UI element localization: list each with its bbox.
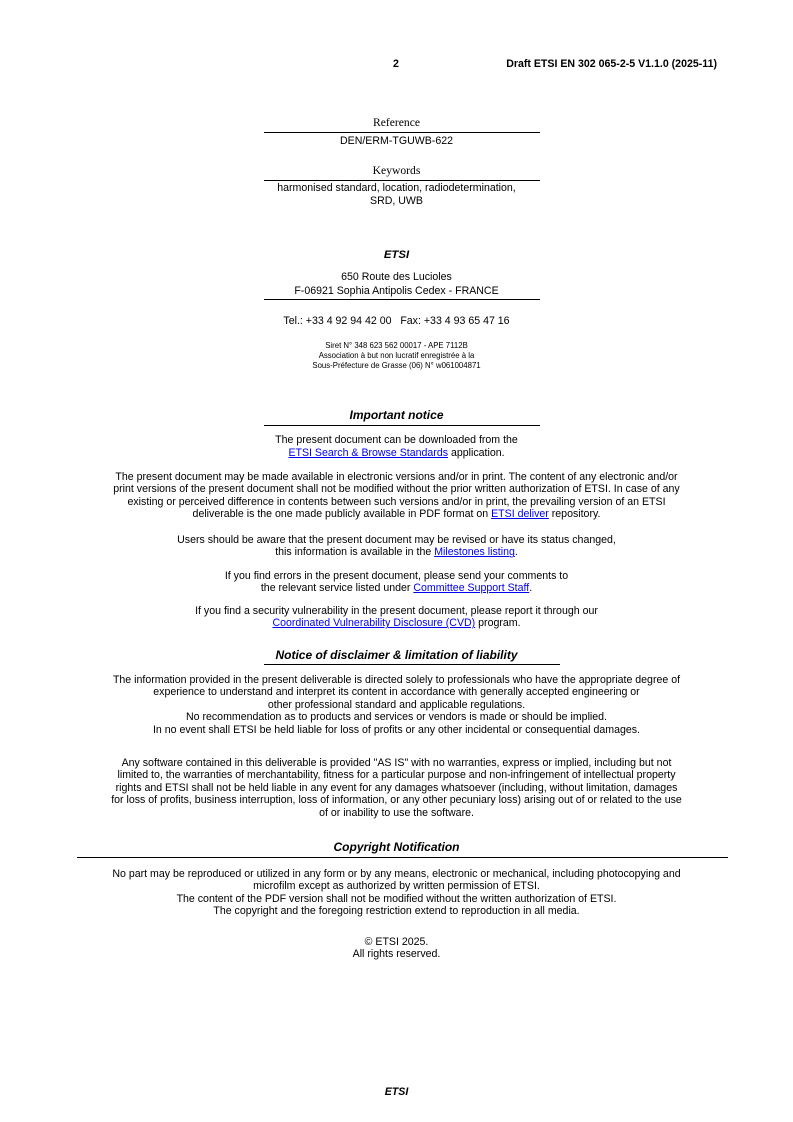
reference-value: DEN/ERM-TGUWB-622 [339,135,453,147]
disclaimer-line: experience to understand and interpret its content in accordance with generally accepted engineering or [153,686,640,699]
notice-text: . [529,582,533,595]
document-id: Draft ETSI EN 302 065-2-5 V1.1.0 (2025-11) [506,58,717,70]
disclaimer-line: limited to, the warranties of merchantability, fitness for a particular purpose and non-infringement of intellectual property [117,769,676,782]
copyright-rule [77,857,728,858]
notice-line: print versions of the present document shall not be modified without the prior written authorization of ETSI. In case of any [113,483,680,496]
notice-paragraph: The present document can be downloaded from the [275,434,518,446]
copyright-line: microfilm except as authorized by written permission of ETSI. [253,880,540,893]
notice-paragraph [0,471,793,521]
address-line: 650 Route des Lucioles [341,271,452,283]
important-notice-rule [264,425,540,426]
copyright-line: No part may be reproduced or utilized in any form or by any means, electronic or mechanical, including photocopying and [112,868,681,880]
disclaimer-line: for loss of profits, business interruption, loss of information, or any other pecuniary loss) arising out of or related to the use [111,794,682,807]
milestones-link[interactable]: Milestones listing [434,546,515,559]
notice-text: application. [448,447,505,459]
notice-text: this information is available in the [275,546,435,559]
copyright-paragraph [0,936,793,961]
disclaimer-title: Notice of disclaimer & limitation of liability [275,648,518,662]
siret: Siret N° 348 623 562 00017 - APE 7112B [325,341,468,350]
notice-line: If you find a security vulnerability in the present document, please report it through our [195,605,598,617]
disclaimer-paragraph [0,674,793,736]
keywords-rule [264,180,540,181]
notice-text: repository. [548,508,601,521]
copyright-line: © ETSI 2025. [364,936,429,948]
reference-rule [264,132,540,133]
notice-text: . [514,546,518,559]
disclaimer-line: Any software contained in this deliverable is provided "AS IS" with no warranties, express or implied, including but not [121,757,672,769]
disclaimer-line: rights and ETSI shall not be held liable in any event for any damages whatsoever (including, without limitation, damages [115,781,678,794]
etsi-search-link[interactable]: ETSI Search & Browse Standards [288,447,449,459]
notice-text: deliverable is the one made publicly available in PDF format on [192,508,492,521]
etsi-title: ETSI [383,249,410,261]
copyright-line: The content of the PDF version shall not be modified without the written authorization of ETSI. [176,892,617,905]
notice-line: If you find errors in the present document, please send your comments to [224,570,569,582]
etsi-deliver-link[interactable]: ETSI deliver [491,508,549,521]
notice-text: the relevant service listed under [260,582,414,595]
disclaimer-line: The information provided in the present deliverable is directed solely to professionals who have the appropriate degree of [112,674,681,686]
notice-paragraph [0,605,793,630]
cvd-link[interactable]: Coordinated Vulnerability Disclosure (CVD) [272,617,476,630]
notice-paragraph [0,534,793,559]
address-line: F-06921 Sophia Antipolis Cedex - FRANCE [294,285,499,297]
notice-line: Users should be aware that the present document may be revised or have its status changed, [177,534,616,546]
keywords-line: harmonised standard, location, radiodetermination, [277,182,516,194]
copyright-paragraph [0,868,793,918]
disclaimer-line: of or inability to use the software. [319,806,474,819]
reference-label: Reference [373,116,420,129]
notice-line: The present document may be made available in electronic versions and/or in print. The content of any electronic and/or [115,471,678,483]
association-line: Association à but non lucratif enregistrée à la [318,351,475,360]
notice-line [0,617,793,629]
phone-fax: Tel.: +33 4 92 94 42 00 Fax: +33 4 93 65 47 16 [283,315,510,327]
disclaimer-paragraph [0,757,793,819]
notice-paragraph [0,570,793,595]
copyright-line: All rights reserved. [352,948,441,961]
keywords-label: Keywords [372,164,421,177]
notice-line [0,508,793,520]
disclaimer-line: No recommendation as to products and services or vendors is made or should be implied. [185,711,608,724]
footer-etsi: ETSI [384,1086,409,1098]
important-notice-title: Important notice [349,408,444,422]
committee-support-link[interactable]: Committee Support Staff [413,582,530,595]
notice-line: existing or perceived difference in contents between such versions and/or in print, the prevailing version of an ETSI [127,495,666,508]
page-number: 2 [393,58,399,70]
disclaimer-line: In no event shall ETSI be held liable for loss of profits or any other incidental or consequential damages. [152,723,640,736]
notice-line [0,546,793,558]
copyright-line: The copyright and the foregoing restriction extend to reproduction in all media. [213,905,580,918]
address-rule [264,299,540,300]
notice-line [0,582,793,594]
association-line: Sous-Préfecture de Grasse (06) N° w061004871 [312,361,481,370]
disclaimer-line: other professional standard and applicable regulations. [267,698,526,711]
copyright-title: Copyright Notification [333,840,460,854]
notice-paragraph [0,447,793,460]
keywords-line: SRD, UWB [370,195,423,207]
disclaimer-rule [264,664,560,665]
notice-text: program. [475,617,521,630]
